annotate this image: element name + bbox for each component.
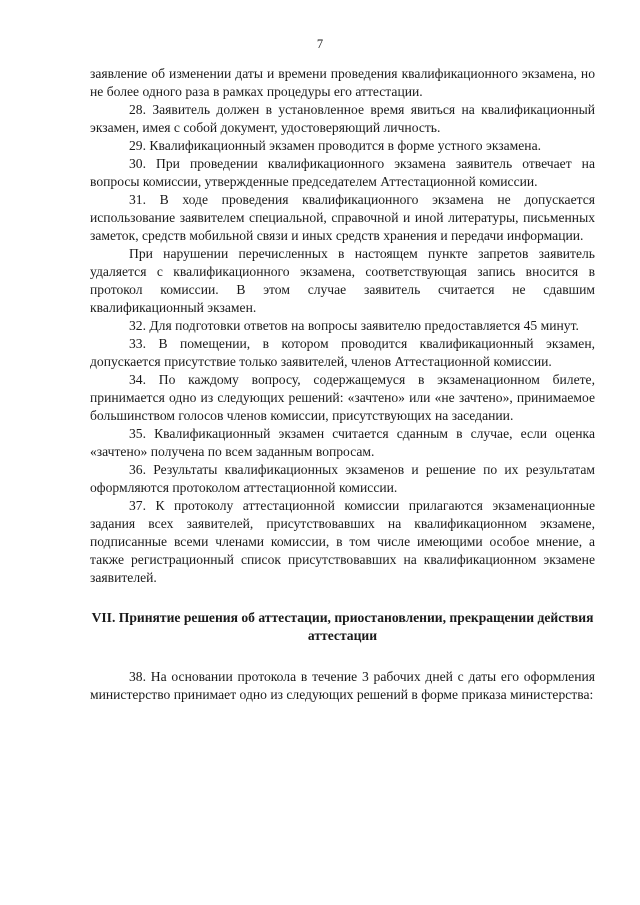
paragraph-38: 38. На основании протокола в течение 3 рабочих дней с даты его оформления министерство принимает одно из следующих решений в форме приказа министерства: <box>90 669 595 702</box>
paragraph-30: 30. При проведении квалификационного экзамена заявитель отвечает на вопросы комиссии, утвержденные председателем Аттестационной комиссии. <box>90 156 595 189</box>
section-heading: VII. Принятие решения об аттестации, приостановлении, прекращении действия аттестации <box>91 610 594 643</box>
paragraph-continuation: заявление об изменении даты и времени проведения квалификационного экзамена, но не более одного раза в рамках процедуры его аттестации. <box>90 66 595 99</box>
paragraph-32: 32. Для подготовки ответов на вопросы заявителю предоставляется 45 минут. <box>129 318 579 333</box>
paragraph-31: 31. В ходе проведения квалификационного экзамена не допускается использование заявителем специальной, справочной и иной литературы, письменных заметок, средств мобильной связи и иных средств хранения и передачи информации. <box>90 192 595 243</box>
paragraph-34: 34. По каждому вопросу, содержащемуся в экзаменационном билете, принимается одно из следующих решений: «зачтено» или «не зачтено», принимаемое большинством голосов членов комиссии, присутствующих на заседании. <box>90 372 595 423</box>
paragraph-36: 36. Результаты квалификационных экзаменов и решение по их результатам оформляются протоколом аттестационной комиссии. <box>90 462 595 495</box>
page-number: 7 <box>316 37 324 51</box>
paragraph-28: 28. Заявитель должен в установленное время явиться на квалификационный экзамен, имея с собой документ, удостоверяющий личность. <box>90 102 595 135</box>
paragraph-31-violation: При нарушении перечисленных в настоящем пункте запретов заявитель удаляется с квалификационного экзамена, соответствующая запись вносится в протокол комиссии. В этом случае заявитель считается не сдавшим квалификационный экзамен. <box>90 246 595 315</box>
document-body <box>90 65 595 704</box>
paragraph-37: 37. К протоколу аттестационной комиссии прилагаются экзаменационные задания всех заявителей, присутствовавших на квалификационном экзамене, подписанные всеми членами комиссии, в том числе имеющими особое мнение, а также регистрационный список присутствовавших на квалификационном экзамене заявителей. <box>90 498 595 585</box>
paragraph-33: 33. В помещении, в котором проводится квалификационный экзамен, допускается присутствие только заявителей, членов Аттестационной комиссии. <box>90 336 595 369</box>
paragraph-29: 29. Квалификационный экзамен проводится в форме устного экзамена. <box>129 138 542 153</box>
paragraph-35: 35. Квалификационный экзамен считается сданным в случае, если оценка «зачтено» получена по всем заданным вопросам. <box>90 426 595 459</box>
